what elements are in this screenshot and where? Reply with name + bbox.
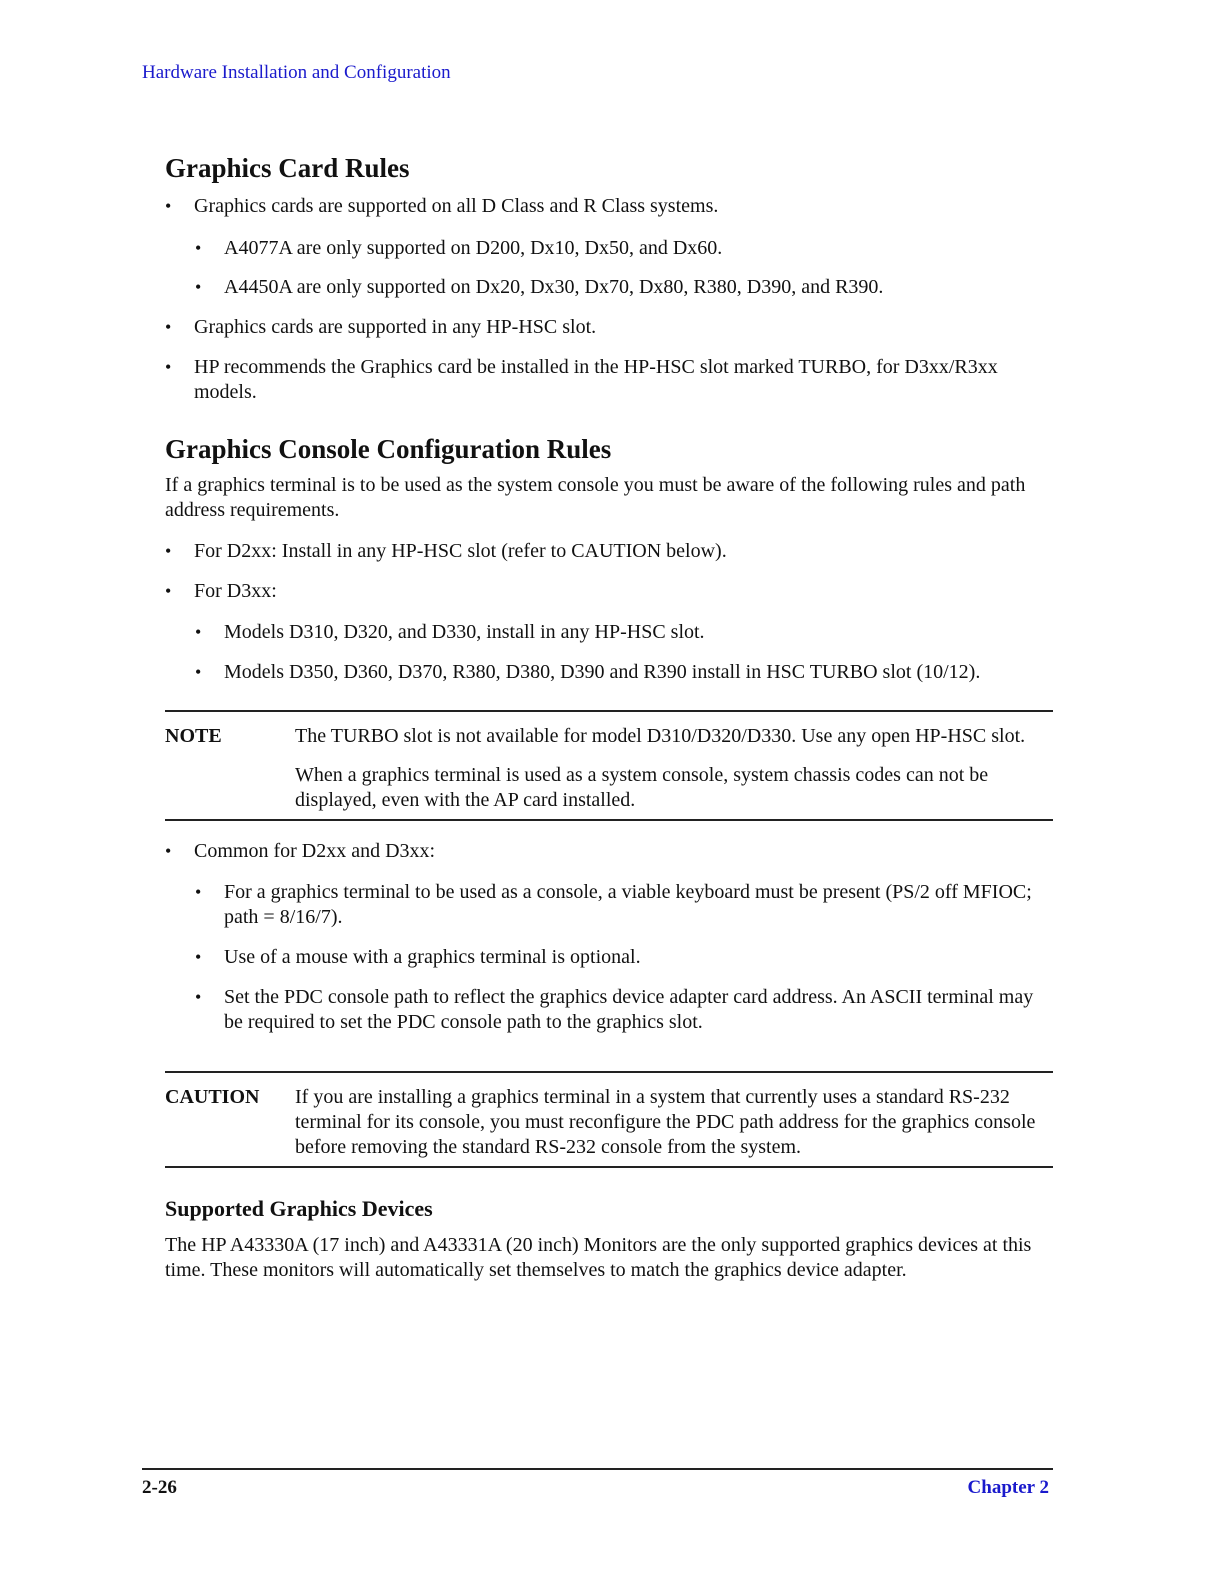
section-title-console-config-rules: Graphics Console Configuration Rules <box>165 434 612 464</box>
page-content <box>165 150 1053 1283</box>
caution-box <box>165 1071 1053 1168</box>
section-title-supported-devices: Supported Graphics Devices <box>165 1196 433 1221</box>
list-item <box>165 579 1053 604</box>
caution-label: CAUTION <box>165 1086 260 1108</box>
list-item <box>165 539 1053 564</box>
note-paragraph: The TURBO slot is not available for model D310/D320/D330. Use any open HP-HSC slot. <box>295 725 1026 747</box>
list-item-text: Graphics cards are supported in any HP-HSC slot. <box>194 316 597 338</box>
bullet-icon: • <box>195 987 202 1007</box>
list-item <box>165 945 1053 970</box>
list-item <box>165 985 1053 1035</box>
bullet-icon: • <box>195 277 202 297</box>
list-item-text: Graphics cards are supported on all D Class and R Class systems. <box>194 195 719 217</box>
bullet-icon: • <box>165 196 172 216</box>
page-number: 2-26 <box>142 1477 177 1498</box>
list-item <box>165 880 1053 930</box>
list-item <box>165 275 1053 300</box>
graphics-card-rules-list <box>165 194 1053 405</box>
console-config-intro: If a graphics terminal is to be used as the system console you must be aware of the following rules and path address requirements. <box>165 474 1026 521</box>
list-item-text: For D3xx: <box>194 580 277 602</box>
bullet-icon: • <box>195 238 202 258</box>
bullet-icon: • <box>195 882 202 902</box>
list-item-text: For a graphics terminal to be used as a console, a viable keyboard must be present (PS/2 off MFIOC; path = 8/16/7). <box>224 881 1032 928</box>
bullet-icon: • <box>195 662 202 682</box>
bullet-icon: • <box>165 841 172 861</box>
list-item <box>165 839 1053 864</box>
list-item-text: Common for D2xx and D3xx: <box>194 840 436 862</box>
list-item-text: Models D310, D320, and D330, install in any HP-HSC slot. <box>224 621 705 643</box>
caution-text: If you are installing a graphics terminal in a system that currently uses a standard RS-232 terminal for its console, you must reconfigure the PDC path address for the graphics console before removing the standard RS-232 console from the system. <box>295 1086 1036 1158</box>
list-item-text: Use of a mouse with a graphics terminal is optional. <box>224 946 641 968</box>
list-item <box>165 315 1053 340</box>
bullet-icon: • <box>195 947 202 967</box>
list-item-text: Set the PDC console path to reflect the graphics device adapter card address. An ASCII terminal may be required to set the PDC console path to the graphics slot. <box>224 986 1034 1033</box>
list-item <box>165 620 1053 645</box>
list-item-text: A4077A are only supported on D200, Dx10, Dx50, and Dx60. <box>224 237 723 259</box>
list-item-text: Models D350, D360, D370, R380, D380, D390 and R390 install in HSC TURBO slot (10/12). <box>224 661 981 683</box>
note-paragraph: When a graphics terminal is used as a system console, system chassis codes can not be displayed, even with the AP card installed. <box>295 764 989 811</box>
common-rules-list <box>165 839 1053 1035</box>
bullet-icon: • <box>165 541 172 561</box>
running-header: Hardware Installation and Configuration <box>142 62 451 83</box>
list-item <box>165 355 1053 405</box>
list-item-text: A4450A are only supported on Dx20, Dx30, Dx70, Dx80, R380, D390, and R390. <box>224 276 884 298</box>
footer-rule <box>142 1468 1053 1470</box>
list-item <box>165 660 1053 685</box>
note-box <box>165 710 1053 821</box>
chapter-label: Chapter 2 <box>967 1477 1049 1498</box>
list-item-text: For D2xx: Install in any HP-HSC slot (refer to CAUTION below). <box>194 540 727 562</box>
bullet-icon: • <box>165 317 172 337</box>
list-item-text: HP recommends the Graphics card be installed in the HP-HSC slot marked TURBO, for D3xx/R3xx models. <box>194 356 998 403</box>
bullet-icon: • <box>195 622 202 642</box>
supported-devices-text: The HP A43330A (17 inch) and A43331A (20 inch) Monitors are the only supported graphics devices at this time. These monitors will automatically set themselves to match the graphics device adapter. <box>165 1234 1032 1281</box>
section-title-graphics-card-rules: Graphics Card Rules <box>165 153 410 183</box>
list-item <box>165 236 1053 261</box>
list-item <box>165 194 1053 219</box>
note-body <box>295 724 1053 813</box>
bullet-icon: • <box>165 581 172 601</box>
bullet-icon: • <box>165 357 172 377</box>
caution-body <box>295 1085 1053 1160</box>
console-config-list <box>165 539 1053 685</box>
note-label: NOTE <box>165 725 222 747</box>
